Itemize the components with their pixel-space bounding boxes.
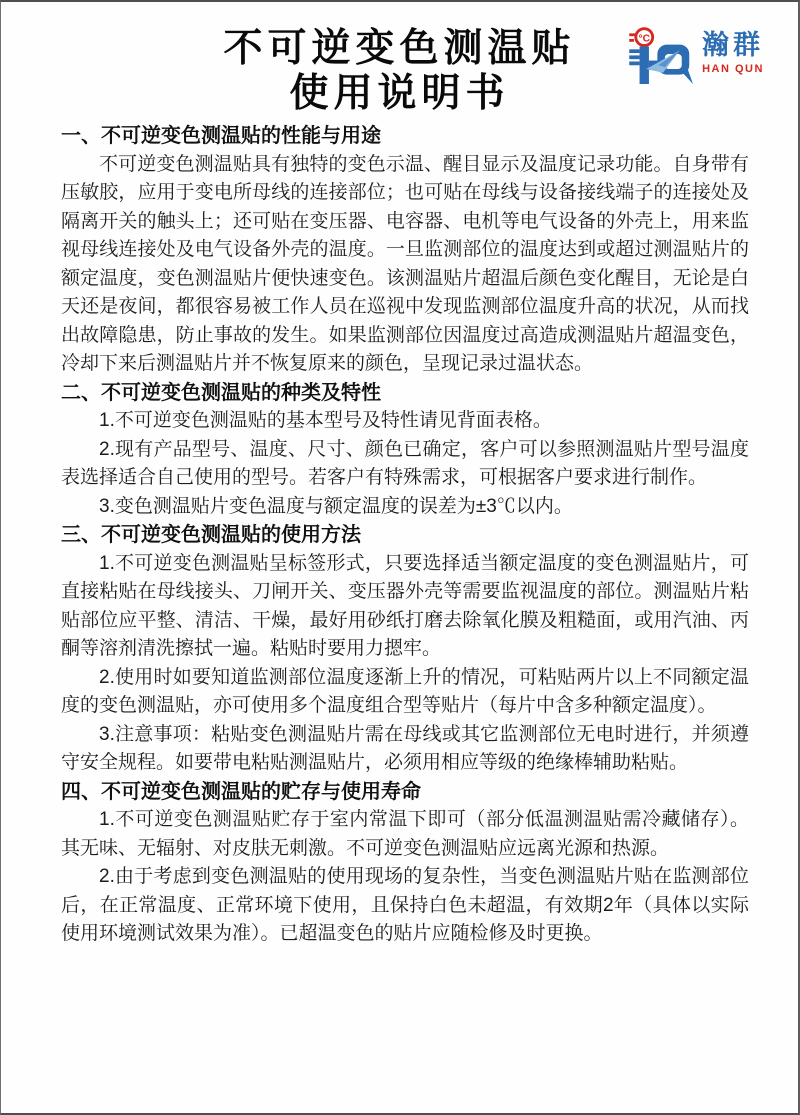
hanqun-logo: [629, 24, 764, 84]
page-title-line1: 不可逆变色测温贴: [223, 27, 576, 70]
document-section: [61, 778, 749, 949]
section-heading: 三、不可逆变色测温贴的使用方法: [61, 524, 361, 546]
paragraph: 1.不可逆变色测温贴呈标签形式，只要选择适当额定温度的变色测温贴片，可直接粘贴在母线接头、刀闸开关、变压器外壳等需要监视温度的部位。测温贴片粘贴部位应平整、清洁、干燥，最好用砂纸打磨去除氧化膜及粗糙面，或用汽油、丙酮等溶剂清洗擦拭一遍。粘贴时要用力摁牢。: [61, 552, 749, 659]
hq-monogram-icon: [629, 24, 697, 84]
paragraph: 1.不可逆变色测温贴的基本型号及特性请见背面表格。: [99, 410, 552, 431]
section-heading: 一、不可逆变色测温贴的性能与用途: [61, 125, 381, 147]
section-heading: 二、不可逆变色测温贴的种类及特性: [61, 381, 381, 404]
logo-name-chinese: 瀚群: [702, 30, 764, 60]
paragraph: 3.注意事项：粘贴变色测温贴片需在母线或其它监测部位无电时进行，并须遵守安全规程。如要带电粘贴测温贴片，必须用相应等级的绝缘棒辅助粘贴。: [61, 723, 749, 773]
paragraph: 3.变色测温贴片变色温度与额定温度的误差为±3℃以内。: [99, 495, 573, 517]
paragraph: 2.使用时如要知道监测部位温度逐渐上升的情况，可粘贴两片以上不同额定温度的变色测温贴，亦可使用多个温度组合型等贴片（每片中含多种额定温度）。: [61, 666, 749, 716]
section-heading: 四、不可逆变色测温贴的贮存与使用寿命: [61, 780, 421, 803]
paragraph: 1.不可逆变色测温贴贮存于室内常温下即可（部分低温测温贴需冷藏储存）。其无味、无辐射、对皮肤无刺激。不可逆变色测温贴应远离光源和热源。: [61, 809, 749, 859]
document-section: [61, 122, 749, 379]
degree-c-badge-text: °C: [638, 33, 651, 45]
document-header: [1, 2, 798, 116]
page-title-line2: 使用说明书: [289, 72, 510, 115]
document-body: [61, 122, 749, 949]
paragraph: 2.由于考虑到变色测温贴的使用现场的复杂性，当变色测温贴片贴在监测部位后，在正常温度、正常环境下使用，且保持白色未超温，有效期2年（具体以实际使用环境测试效果为准）。已超温变色的贴片应随检修及时更换。: [61, 866, 749, 944]
document-section: [61, 521, 749, 778]
paragraph: 不可逆变色测温贴具有独特的变色示温、醒目显示及温度记录功能。自身带有压敏胶，应用于变电所母线的连接部位；也可贴在母线与设备接线端子的连接处及隔离开关的触头上；还可贴在变压器、电容器、电机等电气设备的外壳上，用来监视母线连接处及电气设备外壳的温度。一旦监测部位的温度达到或超过测温贴片的额定温度，变色测温贴片便快速变色。该测温贴片超温后颜色变化醒目，无论是白天还是夜间，都很容易被工作人员在巡视中发现监测部位温度升高的状况，从而找出故障隐患，防止事故的发生。如果监测部位因温度过高造成测温贴片超温变色，冷却下来后测温贴片并不恢复原来的颜色，呈现记录过温状态。: [61, 153, 749, 374]
logo-name-english: HAN QUN: [702, 63, 764, 75]
logo-wordmark: [702, 30, 764, 75]
paragraph: 2.现有产品型号、温度、尺寸、颜色已确定，客户可以参照测温贴片型号温度表选择适合自己使用的型号。若客户有特殊需求，可根据客户要求进行制作。: [61, 438, 749, 488]
document-section: [61, 379, 749, 522]
